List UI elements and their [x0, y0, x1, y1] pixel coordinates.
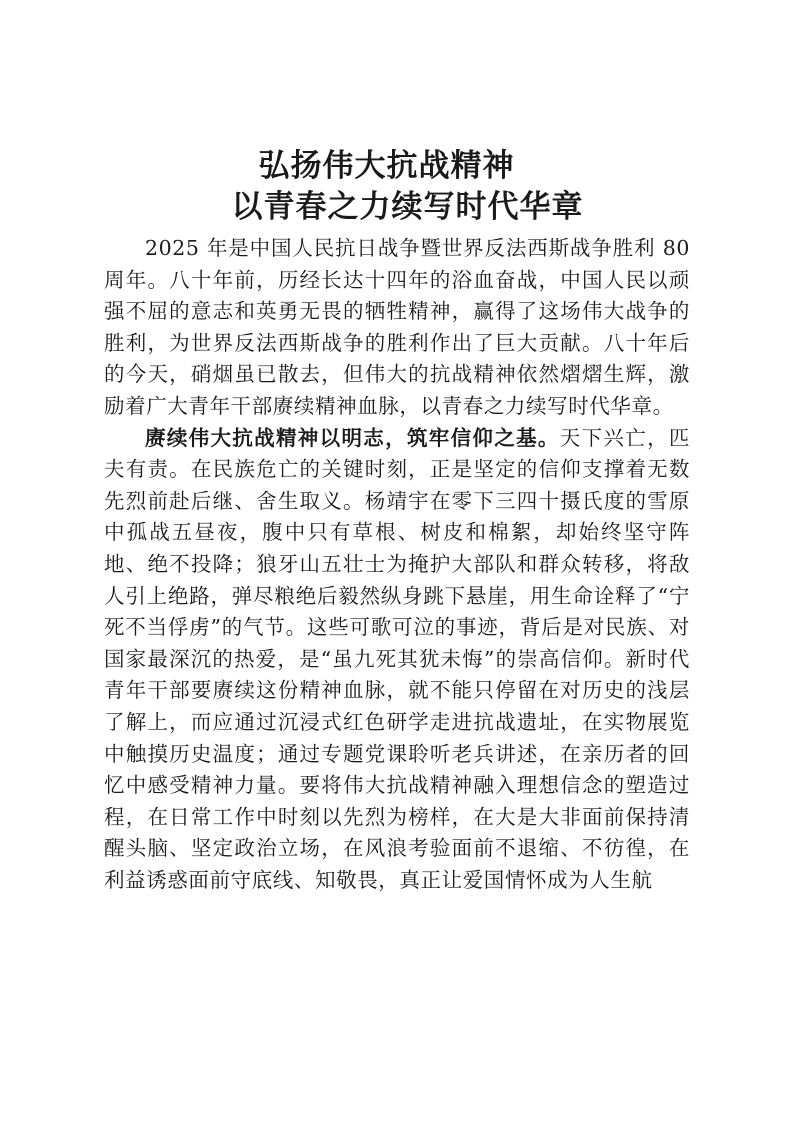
document-body — [104, 233, 690, 896]
document-title-line-2: 以青春之力续写时代华章 — [231, 189, 584, 225]
paragraph-text: 2025 年是中国人民抗日战争暨世界反法西斯战争胜利 80 周年。八十年前，历经长达十四年的浴血奋战，中国人民以顽强不屈的意志和英勇无畏的牺牲精神，赢得了这场伟大战争的胜利，为世界反法西斯战争的胜利作出了巨大贡献。八十年后的今天，硝烟虽已散去，但伟大的抗战精神依然熠熠生辉，激励着广大青年干部赓续精神血脉，以青春之力续写时代华章。 — [104, 236, 691, 418]
paragraph-section-1 — [104, 423, 690, 897]
paragraph-text: 天下兴亡，匹夫有责。在民族危亡的关键时刻，正是坚定的信仰支撑着无数先烈前赴后继、舍生取义。杨靖宇在零下三四十摄氏度的雪原中孤战五昼夜，腹中只有草根、树皮和棉絮，却始终坚守阵地、绝不投降；狼牙山五壮士为掩护大部队和群众转移，将敌人引上绝路，弹尽粮绝后毅然纵身跳下悬崖，用生命诠释了“宁死不当俘虏”的气节。这些可歌可泣的事迹，背后是对民族、对国家最深沉的热爱，是“虽九死其犹未悔”的崇高信仰。新时代青年干部要赓续这份精神血脉，就不能只停留在对历史的浅层了解上，而应通过沉浸式红色研学走进抗战遗址，在实物展览中触摸历史温度；通过专题党课聆听老兵讲述，在亲历者的回忆中感受精神力量。要将伟大抗战精神融入理想信念的塑造过程，在日常工作中时刻以先烈为榜样，在大是大非面前保持清醒头脑、坚定政治立场，在风浪考验面前不退缩、不彷徨，在利益诱惑面前守底线、知敬畏，真正让爱国情怀成为人生航 — [104, 425, 690, 892]
document-title-line-1: 弘扬伟大抗战精神 — [258, 148, 515, 184]
paragraph-lead-heading: 赓续伟大抗战精神以明志，筑牢信仰之基。 — [145, 425, 560, 450]
paragraph-intro — [104, 233, 690, 423]
